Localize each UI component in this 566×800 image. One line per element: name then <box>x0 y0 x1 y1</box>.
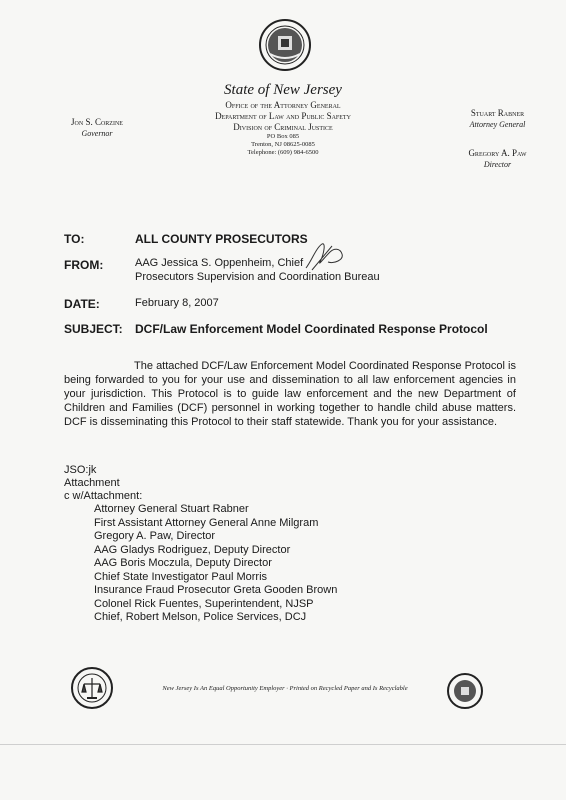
from-line-2: Prosecutors Supervision and Coordination Bureau <box>135 271 380 283</box>
to-value: ALL COUNTY PROSECUTORS <box>135 232 308 246</box>
date-value: February 8, 2007 <box>135 297 219 309</box>
justice-seal-icon <box>70 666 114 710</box>
division-name: Division of Criminal Justice <box>233 122 333 132</box>
cc-item: Gregory A. Paw, Director <box>94 530 216 542</box>
governor-title: Governor <box>81 129 113 138</box>
attachment-note: Attachment <box>64 477 120 489</box>
subject-label: SUBJECT: <box>64 322 123 336</box>
director-name: Gregory A. Paw <box>468 148 527 158</box>
governor-name: Jon S. Corzine <box>71 117 123 127</box>
po-box: PO Box 085 <box>266 133 300 140</box>
date-label: DATE: <box>64 297 100 311</box>
cc-item: Insurance Fraud Prosecutor Greta Gooden Brown <box>94 584 338 596</box>
footer-text: New Jersey Is An Equal Opportunity Employer · Printed on Recycled Paper and Is Recyclable <box>162 685 408 692</box>
cc-item: AAG Gladys Rodriguez, Deputy Director <box>94 543 291 556</box>
subject-value: DCF/Law Enforcement Model Coordinated Response Protocol <box>135 322 488 336</box>
from-label: FROM: <box>64 258 104 272</box>
state-seal-icon <box>258 18 312 72</box>
state-seal-small-icon <box>446 672 484 710</box>
cc-item: Colonel Rick Fuentes, Superintendent, NJSP <box>94 597 314 610</box>
from-line-1: AAG Jessica S. Oppenheim, Chief <box>135 257 304 269</box>
officials-block <box>450 108 545 170</box>
scan-edge-divider <box>0 744 566 745</box>
to-label: TO: <box>64 232 85 246</box>
city-address: Trenton, NJ 08625-0085 <box>251 141 315 148</box>
ag-title: Attorney General <box>469 120 526 129</box>
cc-item: Chief, Robert Melson, Police Services, DCJ <box>94 611 307 623</box>
telephone: Telephone: (609) 984-6500 <box>247 149 319 156</box>
cc-label: c w/Attachment: <box>64 490 143 502</box>
memo-body: The attached DCF/Law Enforcement Model Coordinated Response Protocol is being forwarded to you for your use and dissemination to all law enforcement agencies in your jurisdiction. This Protocol is to guide law enforcement and the new Department of Children and Families (DCF) personnel in working together to handle child abuse matters. DCF is disseminating this Protocol to their staff statewide. Thank you for your assistance. <box>64 360 516 428</box>
department-name: Department of Law and Public Safety <box>215 111 351 121</box>
signature-icon <box>302 240 346 274</box>
office-name: Office of the Attorney General <box>225 100 341 110</box>
director-title: Director <box>483 160 512 169</box>
cc-item: Attorney General Stuart Rabner <box>94 503 249 515</box>
governor-block <box>52 117 142 139</box>
state-name: State of New Jersey <box>224 82 342 98</box>
closing-block <box>64 464 142 503</box>
cc-item: First Assistant Attorney General Anne Milgram <box>94 516 319 529</box>
cc-item: AAG Boris Moczula, Deputy Director <box>94 557 272 569</box>
ag-name: Stuart Rabner <box>470 108 525 118</box>
cc-item: Chief State Investigator Paul Morris <box>94 570 268 583</box>
cc-list <box>94 503 337 625</box>
initials: JSO:jk <box>64 464 97 476</box>
